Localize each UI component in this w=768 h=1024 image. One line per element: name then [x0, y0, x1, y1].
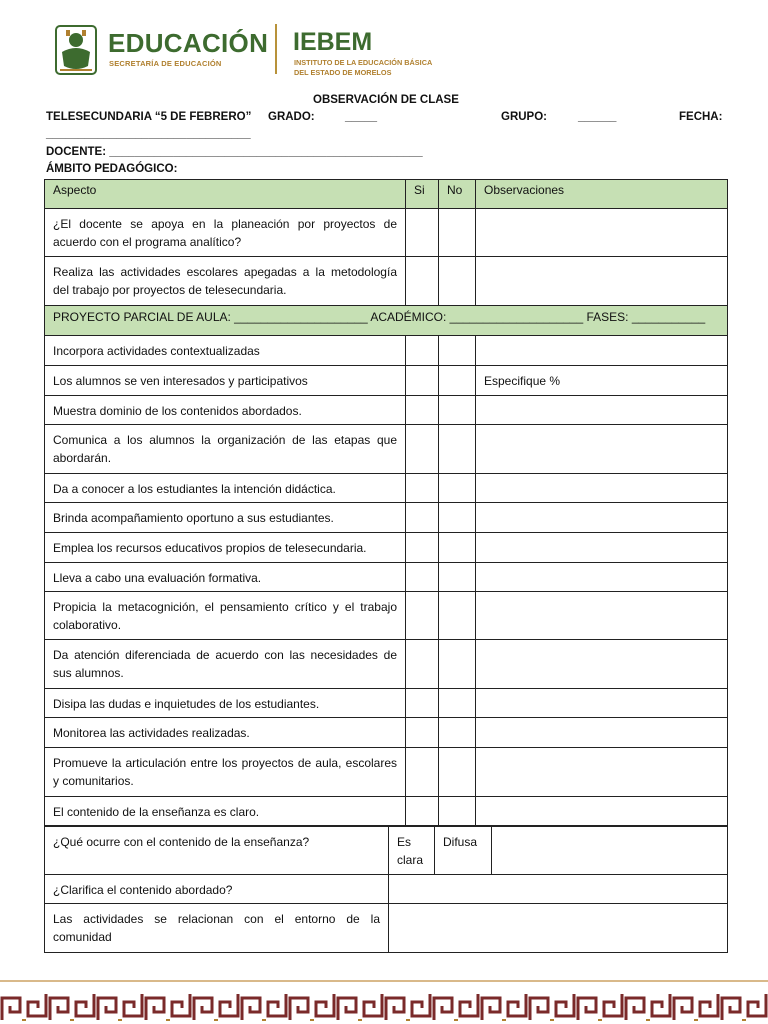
content-clarity-table [44, 826, 728, 953]
aspect-text: Brinda acompañamiento oportuno a sus estudiantes. [45, 503, 406, 533]
no-cell[interactable] [439, 748, 476, 797]
aspect-text: Incorpora actividades contextualizadas [45, 336, 406, 366]
no-cell[interactable] [439, 257, 476, 306]
es-clara-option[interactable]: Es clara [389, 827, 435, 875]
observaciones-cell[interactable] [476, 336, 728, 366]
form-title: OBSERVACIÓN DE CLASE [313, 94, 459, 106]
table-row [45, 904, 728, 953]
table-row [45, 748, 728, 797]
si-cell[interactable] [406, 640, 439, 689]
si-cell[interactable] [406, 366, 439, 396]
si-cell[interactable] [406, 336, 439, 366]
no-cell[interactable] [439, 718, 476, 748]
aspect-text: Realiza las actividades escolares apegadas a la metodología del trabajo por proyectos de telesecundaria. [45, 257, 406, 306]
observaciones-cell[interactable] [476, 797, 728, 826]
fecha-label: FECHA: [679, 111, 723, 123]
aspect-text: Propicia la metacognición, el pensamiento crítico y el trabajo colaborativo. [45, 592, 406, 640]
footer-pattern-icon [0, 990, 768, 1024]
iebem-subtitle [294, 58, 464, 78]
aspect-text: Los alumnos se ven interesados y participativos [45, 366, 406, 396]
si-cell[interactable] [406, 718, 439, 748]
table-header-row [45, 180, 728, 209]
table-row [45, 336, 728, 366]
si-cell[interactable] [406, 209, 439, 257]
secretaria-label: SECRETARÍA DE EDUCACIÓN [109, 59, 222, 68]
no-cell[interactable] [439, 640, 476, 689]
aspect-text: Lleva a cabo una evaluación formativa. [45, 563, 406, 592]
iebem-subtitle-line1: INSTITUTO DE LA EDUCACIÓN BÁSICA [294, 58, 433, 67]
aspect-text: Emplea los recursos educativos propios de telesecundaria. [45, 533, 406, 563]
table-row [45, 366, 728, 396]
si-cell[interactable] [406, 474, 439, 503]
observaciones-cell[interactable] [476, 396, 728, 425]
grupo-field[interactable]: ______ [578, 111, 617, 123]
educacion-wordmark: EDUCACIÓN [108, 28, 269, 58]
mexico-emblem-icon [52, 22, 100, 78]
footer-divider [0, 980, 768, 982]
answer-cell[interactable] [389, 904, 728, 953]
table-row [45, 827, 728, 875]
no-cell[interactable] [439, 336, 476, 366]
si-cell[interactable] [406, 425, 439, 474]
especifique-cell[interactable]: Especifique % [476, 366, 728, 396]
table-row [45, 718, 728, 748]
project-row [45, 306, 728, 336]
si-cell[interactable] [406, 257, 439, 306]
observaciones-cell[interactable] [476, 533, 728, 563]
no-cell[interactable] [439, 396, 476, 425]
question-text: Las actividades se relacionan con el entorno de la comunidad [45, 904, 389, 953]
no-cell[interactable] [439, 503, 476, 533]
aspect-text: Monitorea las actividades realizadas. [45, 718, 406, 748]
no-cell[interactable] [439, 689, 476, 718]
si-cell[interactable] [406, 797, 439, 826]
difusa-option[interactable]: Difusa [435, 827, 492, 875]
answer-cell[interactable] [389, 875, 728, 904]
table-row [45, 257, 728, 306]
school-label: TELESECUNDARIA “5 DE FEBRERO” [46, 111, 252, 123]
project-fields[interactable]: PROYECTO PARCIAL DE AULA: ____________________ ACADÉMICO: ____________________ FASES: ___________ [45, 306, 728, 336]
aspect-text: Muestra dominio de los contenidos abordados. [45, 396, 406, 425]
grupo-label: GRUPO: [501, 111, 547, 123]
iebem-wordmark: IEBEM [293, 28, 373, 56]
no-cell[interactable] [439, 209, 476, 257]
aspect-text: El contenido de la enseñanza es claro. [45, 797, 406, 826]
aspect-text: Promueve la articulación entre los proyectos de aula, escolares y comunitarios. [45, 748, 406, 797]
no-cell[interactable] [439, 425, 476, 474]
observaciones-cell[interactable] [476, 640, 728, 689]
observaciones-cell[interactable] [476, 718, 728, 748]
grado-label: GRADO: [268, 111, 315, 123]
table-row [45, 209, 728, 257]
iebem-subtitle-line2: DEL ESTADO DE MORELOS [294, 68, 392, 77]
table-row [45, 875, 728, 904]
table-row [45, 689, 728, 718]
observaciones-cell[interactable] [476, 592, 728, 640]
observaciones-cell[interactable] [476, 209, 728, 257]
si-header: Si [406, 180, 439, 209]
question-text: ¿Clarifica el contenido abordado? [45, 875, 389, 904]
si-cell[interactable] [406, 563, 439, 592]
aspect-text: Disipa las dudas e inquietudes de los estudiantes. [45, 689, 406, 718]
observaciones-cell[interactable] [476, 563, 728, 592]
observaciones-cell[interactable] [476, 474, 728, 503]
table-row [45, 797, 728, 826]
si-cell[interactable] [406, 396, 439, 425]
question-text: ¿Qué ocurre con el contenido de la enseñanza? [45, 827, 389, 875]
logo-divider [275, 24, 277, 74]
observaciones-cell[interactable] [476, 257, 728, 306]
aspecto-header: Aspecto [45, 180, 406, 209]
table-row [45, 425, 728, 474]
no-cell[interactable] [439, 797, 476, 826]
si-cell[interactable] [406, 689, 439, 718]
table-row [45, 640, 728, 689]
table-row [45, 396, 728, 425]
observaciones-cell[interactable] [476, 503, 728, 533]
table-row [45, 592, 728, 640]
si-cell[interactable] [406, 503, 439, 533]
table-row [45, 503, 728, 533]
si-cell[interactable] [406, 533, 439, 563]
si-cell[interactable] [406, 592, 439, 640]
docente-field[interactable]: DOCENTE: _________________________________________________ [46, 146, 423, 158]
table-row [45, 533, 728, 563]
table-row [45, 563, 728, 592]
aspect-text: Comunica a los alumnos la organización de las etapas que abordarán. [45, 425, 406, 474]
educacion-logo [52, 22, 269, 78]
observaciones-cell[interactable] [476, 748, 728, 797]
grado-field[interactable]: _____ [345, 111, 377, 123]
observaciones-header: Observaciones [476, 180, 728, 209]
si-cell[interactable] [406, 748, 439, 797]
answer-cell[interactable] [492, 827, 728, 875]
no-cell[interactable] [439, 592, 476, 640]
no-header: No [439, 180, 476, 209]
no-cell[interactable] [439, 474, 476, 503]
fecha-field[interactable]: ________________________________ [46, 128, 251, 140]
no-cell[interactable] [439, 533, 476, 563]
aspect-text: Da atención diferenciada de acuerdo con las necesidades de sus alumnos. [45, 640, 406, 689]
aspect-text: ¿El docente se apoya en la planeación por proyectos de acuerdo con el programa analítico? [45, 209, 406, 257]
observation-table [44, 179, 728, 826]
observaciones-cell[interactable] [476, 425, 728, 474]
ambito-label: ÁMBITO PEDAGÓGICO: [46, 163, 178, 175]
observaciones-cell[interactable] [476, 689, 728, 718]
table-row [45, 474, 728, 503]
no-cell[interactable] [439, 563, 476, 592]
aspect-text: Da a conocer a los estudiantes la intención didáctica. [45, 474, 406, 503]
no-cell[interactable] [439, 366, 476, 396]
